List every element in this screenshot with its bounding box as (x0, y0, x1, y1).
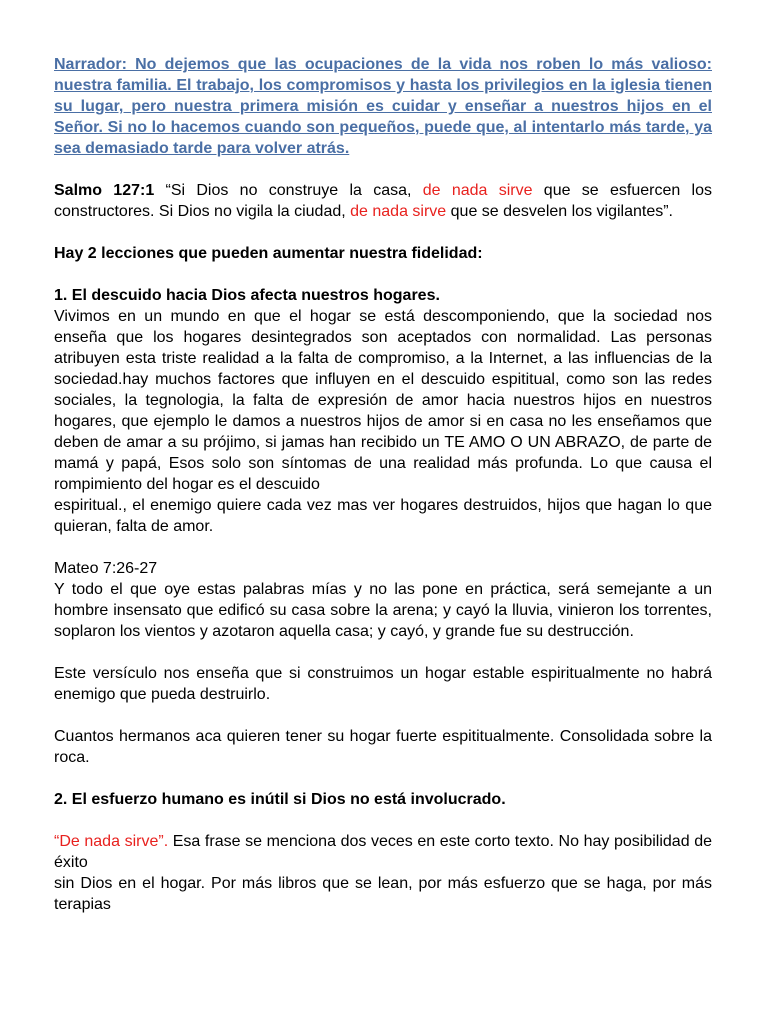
salmo-emphasis-2: de nada sirve (350, 203, 447, 220)
lesson-2-paragraph-1 (54, 831, 712, 873)
lesson-2-paragraph-1-rest: Esa frase se menciona dos veces en este corto texto. No hay posibilidad de éxito (54, 833, 712, 871)
mateo-reference: Mateo 7:26-27 (54, 560, 158, 577)
lesson-1-paragraph-1: Vivimos en un mundo en que el hogar se está descomponiendo, que la sociedad nos enseña que los hogares desintegrados son aceptados con normalidad. Las personas atribuyen esta triste realidad a la falta de compromiso, a la Internet, a las influencias de la sociedad.hay muchos factores que influyen en el descuido espititual, como son las redes sociales, la tegnologia, la falta de expresión de amor hacia nuestros hijos en nuestros hogares, que ejemplo le damos a nuestros hijos de amor si en casa no les enseñamos que deben de amar a su prójimo, si jamas han recibido un TE AMO O UN ABRAZO, de parte de mamá y papá, Esos solo son síntomas de una realidad más profunda. Lo que causa el rompimiento del hogar es el descuido (54, 308, 712, 493)
salmo-text-2: que se esfuercen los constructores. Si Dios no vigila la ciudad, (54, 182, 712, 220)
document-page (54, 54, 712, 915)
intro-heading: Hay 2 lecciones que pueden aumentar nuestra fidelidad: (54, 245, 483, 262)
salmo-text-3: que se desvelen los vigilantes”. (446, 203, 673, 220)
lesson-1-paragraph-2: espiritual., el enemigo quiere cada vez mas ver hogares destruidos, hijos que hagan lo que quieran, falta de amor. (54, 497, 712, 535)
mateo-text: Y todo el que oye estas palabras mías y no las pone en práctica, será semejante a un hombre insensato que edificó su casa sobre la arena; y cayó la lluvia, vinieron los torrentes, soplaron los vientos y azotaron aquella casa; y cayó, y grande fue su destrucción. (54, 581, 712, 640)
salmo-paragraph (54, 180, 712, 222)
lesson-2-paragraph-2: sin Dios en el hogar. Por más libros que se lean, por más esfuerzo que se haga, por más terapias (54, 875, 712, 913)
narrator-paragraph: Narrador: No dejemos que las ocupaciones de la vida nos roben lo más valioso: nuestra familia. El trabajo, los compromisos y hasta los privilegios en la iglesia tienen su lugar, pero nuestra primera misión es cuidar y enseñar a nuestros hijos en el Señor. Si no lo hacemos cuando son pequeños, puede que, al intentarlo más tarde, ya sea demasiado tarde para volver atrás. (54, 56, 712, 157)
lesson-1-paragraph-4: Cuantos hermanos aca quieren tener su hogar fuerte espititualmente. Consolidada sobre la roca. (54, 728, 712, 766)
salmo-reference: Salmo 127:1 (54, 182, 155, 199)
salmo-text-1: “Si Dios no construye la casa, (154, 182, 423, 199)
lesson-2-quote: “De nada sirve”. (54, 833, 169, 850)
lesson-1-paragraph-3: Este versículo nos enseña que si construimos un hogar estable espiritualmente no habrá enemigo que pueda destruirlo. (54, 665, 712, 703)
salmo-emphasis-1: de nada sirve (422, 182, 533, 199)
lesson-2-heading: 2. El esfuerzo humano es inútil si Dios no está involucrado. (54, 791, 506, 808)
lesson-1-heading: 1. El descuido hacia Dios afecta nuestros hogares. (54, 287, 440, 304)
